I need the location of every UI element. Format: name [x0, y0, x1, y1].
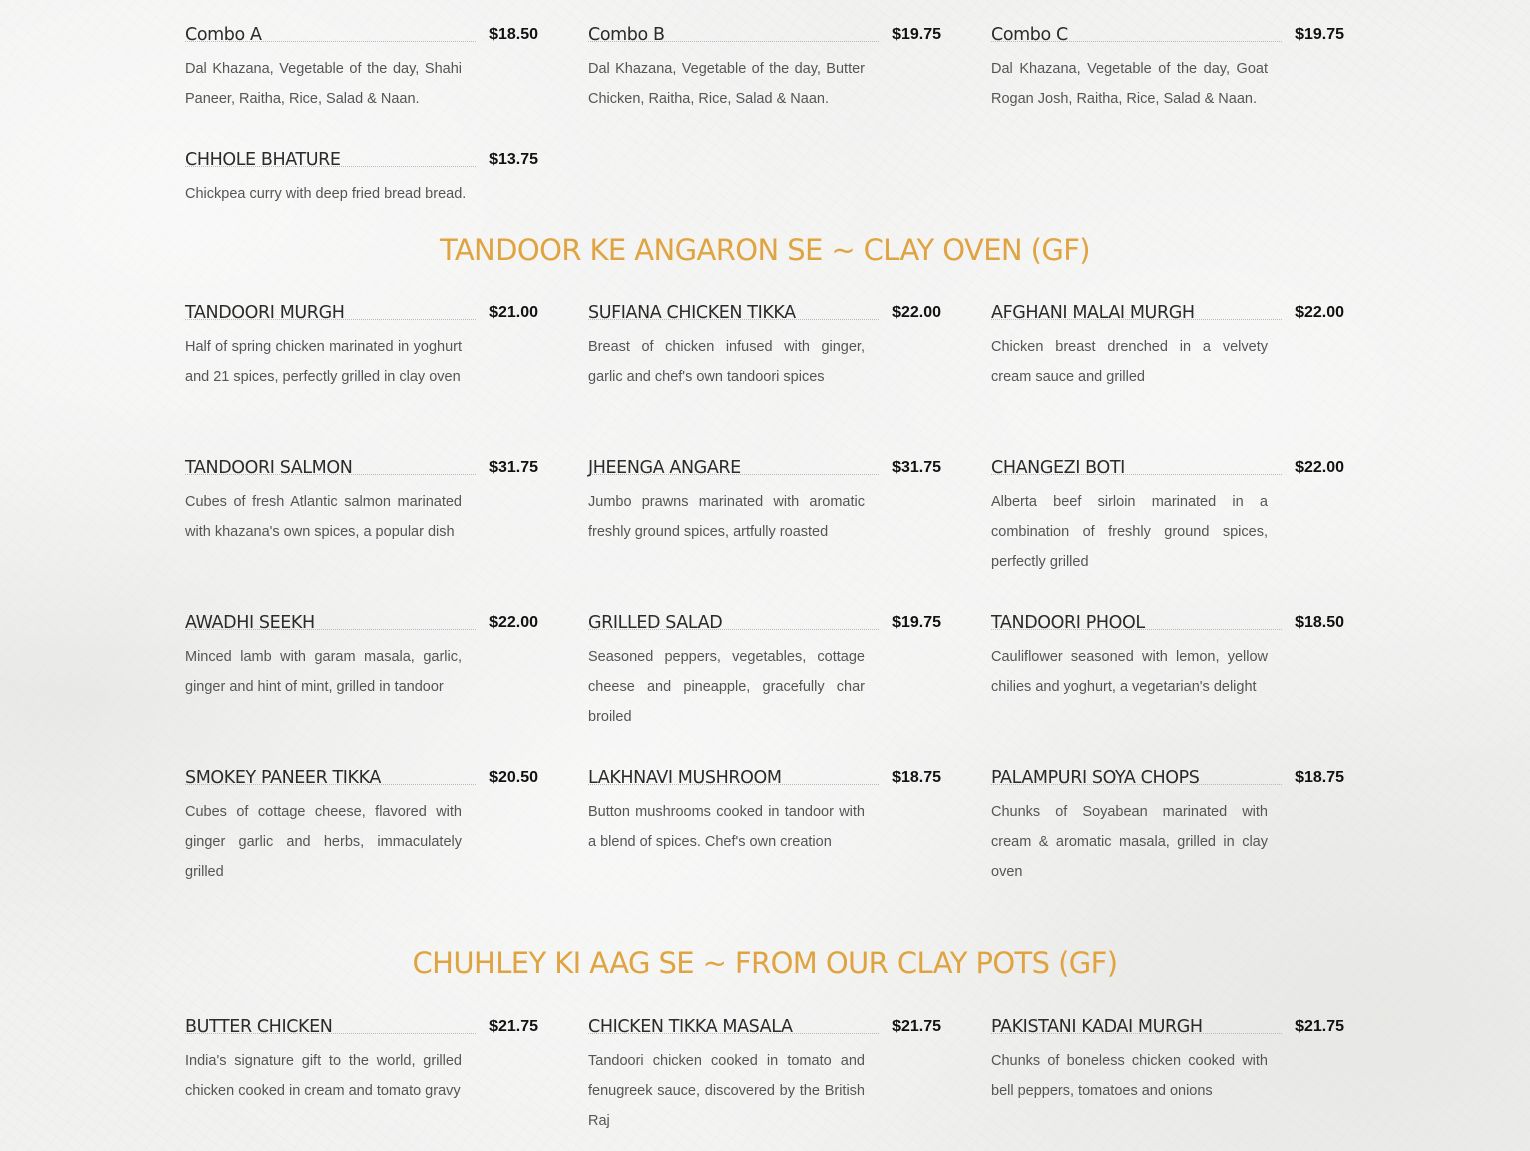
menu-item: [588, 1016, 941, 1136]
menu-item: [185, 1016, 538, 1106]
menu-item: [185, 302, 538, 392]
item-name: SMOKEY PANEER TIKKA: [185, 768, 381, 788]
item-name: PAKISTANI KADAI MURGH: [991, 1017, 1203, 1037]
menu-item: [185, 612, 538, 702]
item-description: Seasoned peppers, vegetables, cottage cheese and pineapple, gracefully char broiled: [588, 649, 865, 725]
item-name: CHHOLE BHATURE: [185, 150, 341, 170]
menu-item: [588, 302, 941, 392]
item-price: $31.75: [892, 459, 941, 476]
item-name: BUTTER CHICKEN: [185, 1017, 333, 1037]
item-price: $21.75: [489, 1018, 538, 1035]
item-description: Alberta beef sirloin marinated in a combination of freshly ground spices, perfectly grilled: [991, 494, 1268, 570]
item-description: Cubes of fresh Atlantic salmon marinated with khazana's own spices, a popular dish: [185, 494, 462, 540]
item-name: TANDOORI SALMON: [185, 458, 353, 478]
item-description: Chunks of boneless chicken cooked with bell peppers, tomatoes and onions: [991, 1053, 1268, 1099]
item-name: TANDOORI MURGH: [185, 303, 345, 323]
menu-item: [991, 302, 1344, 392]
item-price: $22.00: [1295, 459, 1344, 476]
item-price: $31.75: [489, 459, 538, 476]
item-name: Combo C: [991, 25, 1068, 45]
item-name: AWADHI SEEKH: [185, 613, 315, 633]
item-description: Cauliflower seasoned with lemon, yellow chilies and yoghurt, a vegetarian's delight: [991, 649, 1268, 695]
item-name: CHICKEN TIKKA MASALA: [588, 1017, 793, 1037]
menu-item: [185, 24, 538, 114]
item-price: $20.50: [489, 769, 538, 786]
menu-item: [991, 612, 1344, 702]
item-description: Breast of chicken infused with ginger, garlic and chef's own tandoori spices: [588, 339, 865, 385]
item-name: SUFIANA CHICKEN TIKKA: [588, 303, 796, 323]
item-name: GRILLED SALAD: [588, 613, 723, 633]
item-price: $18.50: [489, 26, 538, 43]
item-price: $19.75: [892, 26, 941, 43]
menu-item: [588, 612, 941, 732]
item-name: JHEENGA ANGARE: [588, 458, 741, 478]
menu-item: [991, 1016, 1344, 1106]
menu-item: [588, 457, 941, 547]
section-title-tandoor: TANDOOR KE ANGARON SE ~ CLAY OVEN (GF): [439, 233, 1091, 267]
item-name: LAKHNAVI MUSHROOM: [588, 768, 782, 788]
item-price: $18.75: [892, 769, 941, 786]
item-name: CHANGEZI BOTI: [991, 458, 1125, 478]
menu-item: [185, 767, 538, 887]
item-description: Tandoori chicken cooked in tomato and fenugreek sauce, discovered by the British Raj: [588, 1053, 865, 1129]
item-description: Chicken breast drenched in a velvety cream sauce and grilled: [991, 339, 1268, 385]
item-description: Minced lamb with garam masala, garlic, ginger and hint of mint, grilled in tandoor: [185, 649, 462, 695]
menu-item: [991, 457, 1344, 577]
menu-item: [185, 457, 538, 547]
item-price: $19.75: [892, 614, 941, 631]
item-description: Jumbo prawns marinated with aromatic freshly ground spices, artfully roasted: [588, 494, 865, 540]
item-price: $21.00: [489, 304, 538, 321]
menu-item: [991, 24, 1344, 114]
item-price: $18.50: [1295, 614, 1344, 631]
item-description: Dal Khazana, Vegetable of the day, Goat Rogan Josh, Raitha, Rice, Salad & Naan.: [991, 61, 1268, 107]
item-description: Half of spring chicken marinated in yoghurt and 21 spices, perfectly grilled in clay oven: [185, 339, 462, 385]
item-description: Chunks of Soyabean marinated with cream & aromatic masala, grilled in clay oven: [991, 804, 1268, 880]
item-price: $19.75: [1295, 26, 1344, 43]
section-title-chuhley: CHUHLEY KI AAG SE ~ FROM OUR CLAY POTS (GF): [412, 946, 1118, 980]
item-price: $21.75: [1295, 1018, 1344, 1035]
item-price: $22.00: [489, 614, 538, 631]
item-description: Button mushrooms cooked in tandoor with a blend of spices. Chef's own creation: [588, 804, 865, 850]
item-description: Dal Khazana, Vegetable of the day, Butter Chicken, Raitha, Rice, Salad & Naan.: [588, 61, 865, 107]
item-description: Cubes of cottage cheese, flavored with ginger garlic and herbs, immaculately grilled: [185, 804, 462, 880]
item-price: $22.00: [892, 304, 941, 321]
menu-item: [588, 767, 941, 857]
item-description: Chickpea curry with deep fried bread bread.: [185, 186, 467, 202]
item-name: AFGHANI MALAI MURGH: [991, 303, 1195, 323]
item-price: $18.75: [1295, 769, 1344, 786]
item-name: PALAMPURI SOYA CHOPS: [991, 768, 1200, 788]
menu-item: [991, 767, 1344, 887]
item-description: Dal Khazana, Vegetable of the day, Shahi Paneer, Raitha, Rice, Salad & Naan.: [185, 61, 462, 107]
menu-item: [588, 24, 941, 114]
menu-item: [185, 149, 538, 209]
item-description: India's signature gift to the world, grilled chicken cooked in cream and tomato gravy: [185, 1053, 462, 1099]
item-price: $22.00: [1295, 304, 1344, 321]
item-name: TANDOORI PHOOL: [991, 613, 1145, 633]
item-price: $21.75: [892, 1018, 941, 1035]
item-name: Combo A: [185, 25, 262, 45]
item-price: $13.75: [489, 151, 538, 168]
item-name: Combo B: [588, 25, 665, 45]
